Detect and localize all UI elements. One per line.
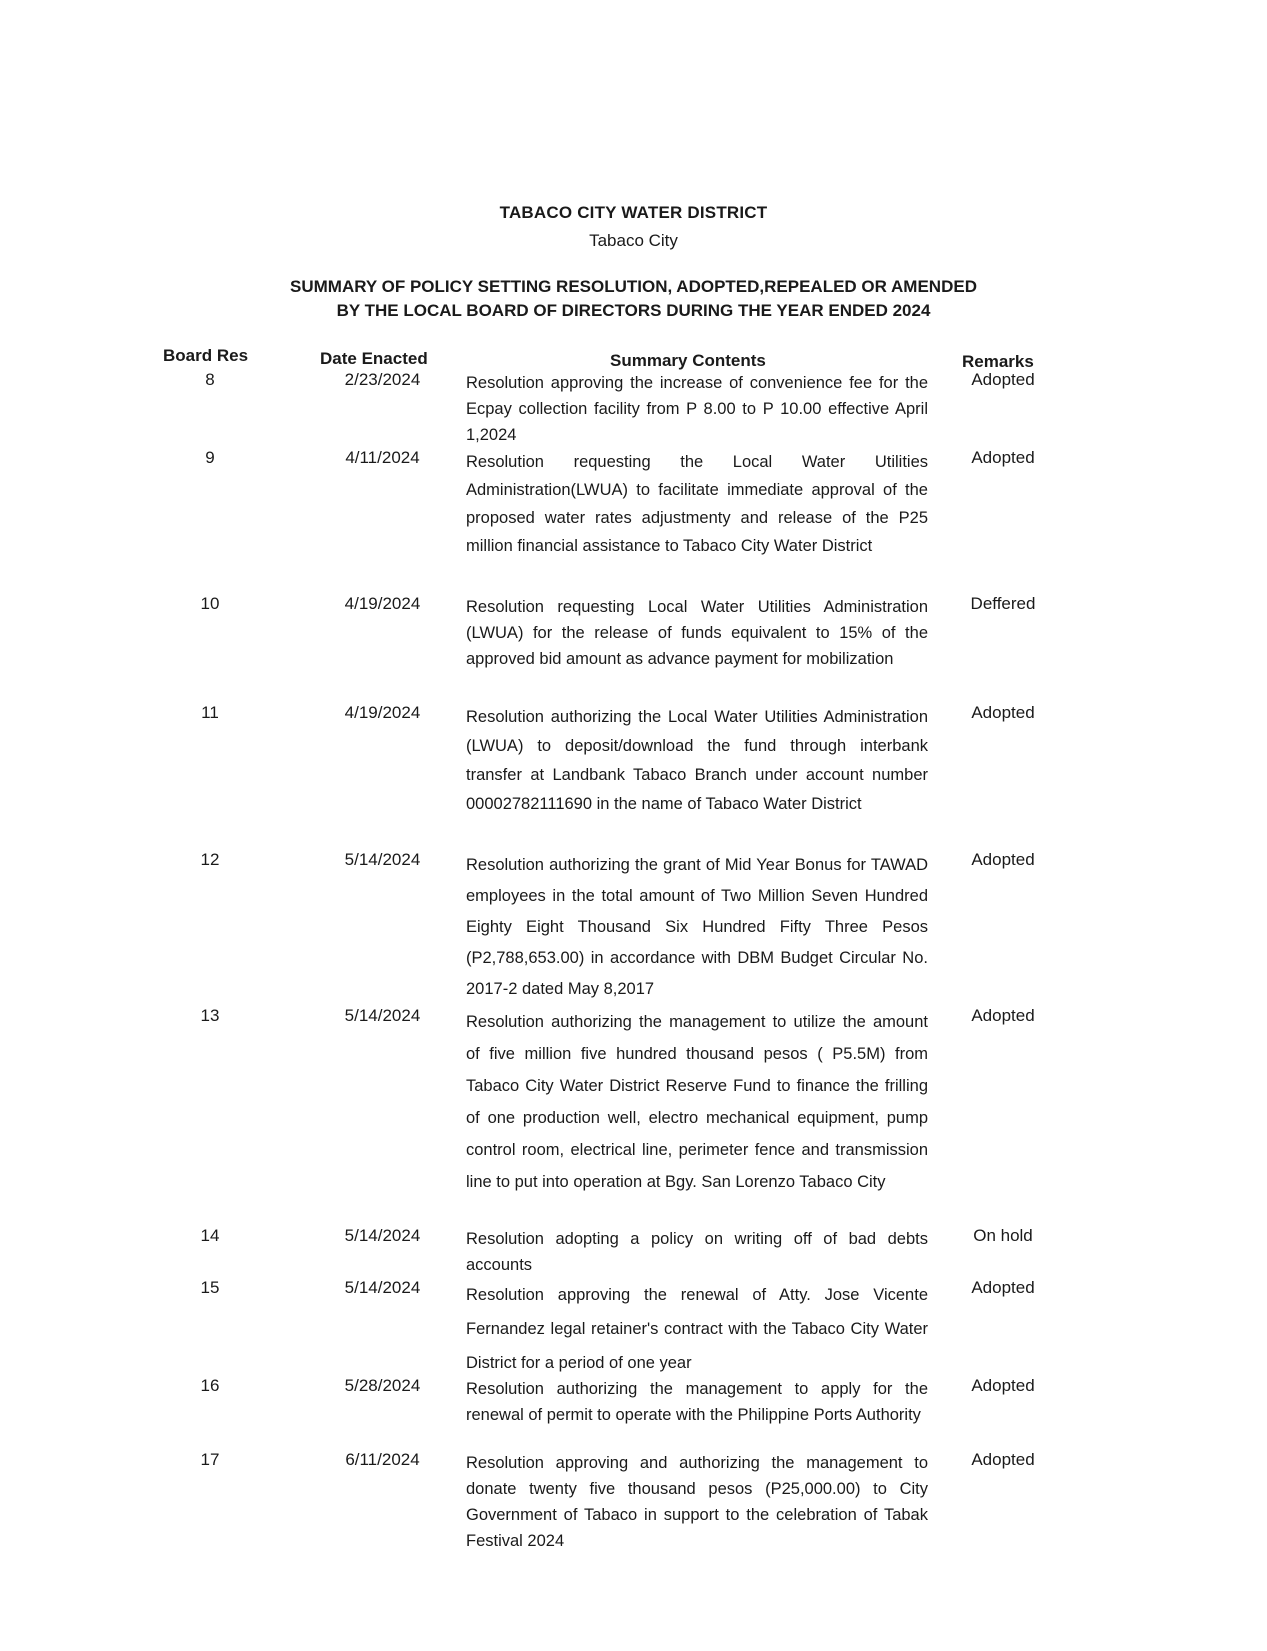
remarks: Adopted [971,1376,1035,1395]
summary-contents: Resolution requesting Local Water Utilities Administration (LWUA) for the release of funds equivalent to 15% of the approved bid amount as advance payment for mobilization [466,598,928,668]
date-enacted: 5/14/2024 [344,1006,421,1025]
date-enacted: 4/11/2024 [345,448,420,467]
remarks: Adopted [971,1278,1035,1297]
remarks: On hold [973,1226,1033,1245]
board-res-number: 13 [200,1006,220,1025]
remarks: Adopted [971,850,1035,869]
board-res-number: 17 [200,1450,220,1469]
summary-contents: Resolution approving and authorizing the management to donate twenty five thousand pesos (P25,000.00) to City Government of Tabaco in support to the celebration of Tabak Festival 2024 [466,1454,928,1550]
board-res-number: 16 [200,1376,220,1395]
remarks: Adopted [971,370,1035,389]
city-name: Tabaco City [589,231,678,250]
column-header-date-enacted: Date Enacted [320,349,428,368]
summary-contents: Resolution approving the increase of convenience fee for the Ecpay collection facility from P 8.00 to P 10.00 effective April 1,2024 [466,374,928,444]
remarks: Deffered [970,594,1036,613]
board-res-number: 11 [201,703,219,722]
board-res-number: 8 [205,370,215,389]
date-enacted: 5/14/2024 [344,1226,421,1245]
column-header-board-res: Board Res [163,346,249,365]
summary-contents: Resolution authorizing the management to utilize the amount of five million five hundred thousand pesos ( P5.5M) from Tabaco City Water District Reserve Fund to finance the frilling of one production well, electro mechanical equipment, pump control room, electrical line, perimeter fence and transmission line to put into operation at Bgy. San Lorenzo Tabaco City [466,1013,928,1191]
board-res-number: 15 [200,1278,220,1297]
report-title-line-1: SUMMARY OF POLICY SETTING RESOLUTION, ADOPTED,REPEALED OR AMENDED [290,277,977,296]
remarks: Adopted [971,1006,1035,1025]
date-enacted: 4/19/2024 [344,703,421,722]
board-res-number: 9 [205,448,215,467]
summary-contents: Resolution authorizing the management to apply for the renewal of permit to operate with the Philippine Ports Authority [466,1380,928,1424]
date-enacted: 5/14/2024 [344,1278,421,1297]
board-res-number: 14 [200,1226,220,1245]
date-enacted: 5/28/2024 [344,1376,421,1395]
column-header-summary-contents: Summary Contents [610,351,766,370]
organization-name: TABACO CITY WATER DISTRICT [499,203,768,222]
summary-contents: Resolution authorizing the grant of Mid Year Bonus for TAWAD employees in the total amount of Two Million Seven Hundred Eighty Eight Thousand Six Hundred Fifty Three Pesos (P2,788,653.00) in accordance with DBM Budget Circular No. 2017-2 dated May 8,2017 [466,856,928,998]
board-res-number: 10 [200,594,220,613]
remarks: Adopted [971,1450,1035,1469]
summary-contents: Resolution authorizing the Local Water Utilities Administration (LWUA) to deposit/download the fund through interbank transfer at Landbank Tabaco Branch under account number 00002782111690 in the name of Tabaco Water District [466,708,928,813]
date-enacted: 2/23/2024 [344,370,421,389]
board-res-number: 12 [200,850,220,869]
remarks: Adopted [971,703,1035,722]
column-header-remarks: Remarks [962,352,1034,371]
summary-contents: Resolution requesting the Local Water Utilities Administration(LWUA) to facilitate immediate approval of the proposed water rates adjustmenty and release of the P25 million financial assistance to Tabaco City Water District [466,453,928,555]
summary-contents: Resolution adopting a policy on writing off of bad debts accounts [466,1230,928,1274]
remarks: Adopted [971,448,1035,467]
date-enacted: 6/11/2024 [345,1450,420,1469]
date-enacted: 4/19/2024 [344,594,421,613]
summary-contents: Resolution approving the renewal of Atty. Jose Vicente Fernandez legal retainer's contract with the Tabaco City Water District for a period of one year [466,1286,928,1372]
report-title-line-2: BY THE LOCAL BOARD OF DIRECTORS DURING THE YEAR ENDED 2024 [336,301,931,320]
date-enacted: 5/14/2024 [344,850,421,869]
